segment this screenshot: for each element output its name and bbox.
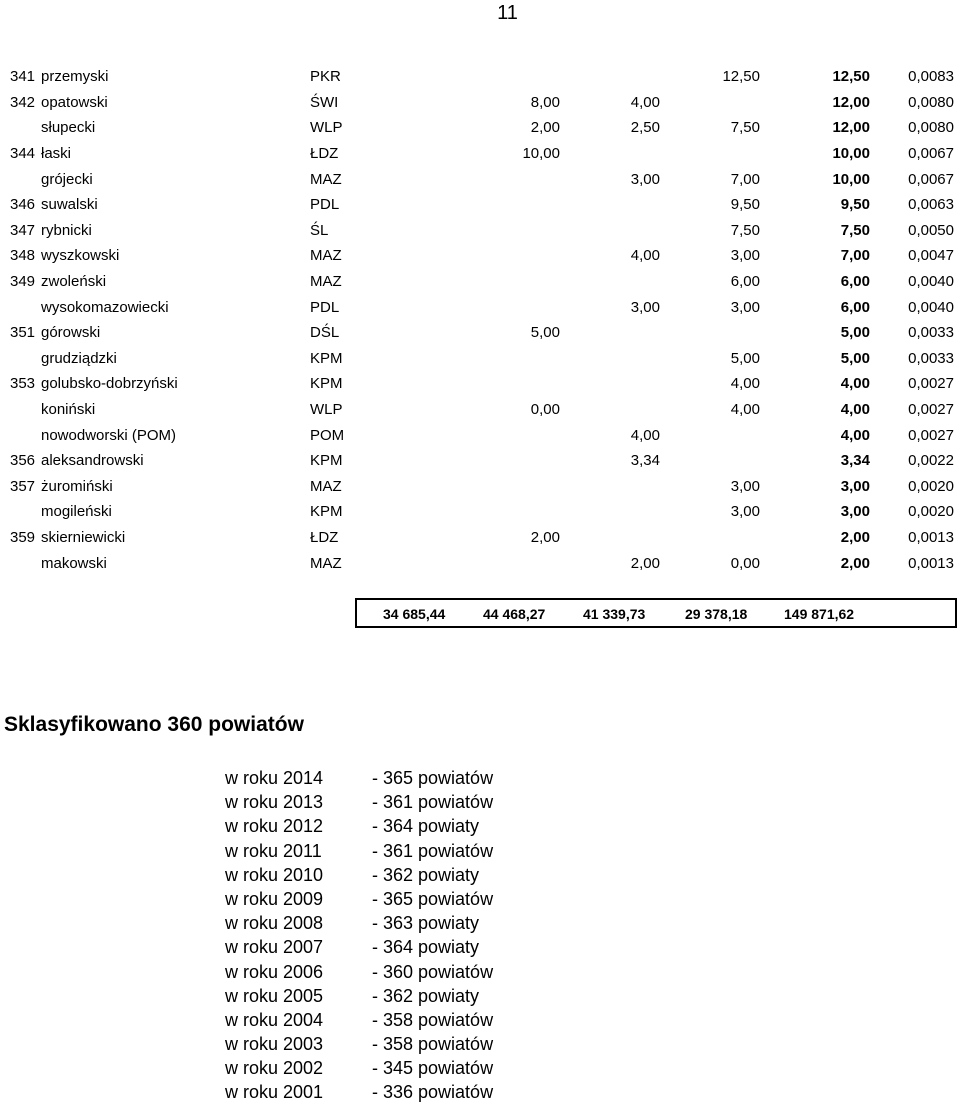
- history-row: [225, 960, 545, 984]
- rank-cell: [0, 422, 36, 448]
- value-cell: [440, 422, 460, 448]
- share-cell: 0,0033: [908, 324, 954, 342]
- rank-cell: 346: [10, 196, 36, 214]
- total-cell: 5,00: [840, 349, 870, 367]
- total-sum: 149 871,62: [784, 606, 855, 622]
- share-cell: 0,0027: [908, 401, 954, 419]
- table-row: [0, 64, 960, 90]
- value-cell: [560, 525, 660, 551]
- history-list: [225, 766, 545, 1105]
- value-cell: 5,00: [530, 324, 560, 342]
- history-count: - 360 powiatów: [372, 961, 494, 982]
- value-cell: 4,00: [730, 401, 760, 419]
- value-cell: [440, 397, 460, 423]
- value-cell: [460, 371, 560, 397]
- voivodeship-cell: PDL: [310, 196, 340, 214]
- voivodeship-cell: KPM: [310, 503, 343, 521]
- value-cell: [440, 474, 460, 500]
- voivodeship-cell: DŚL: [310, 324, 340, 342]
- ranking-table: [0, 64, 960, 576]
- value-cell: 4,00: [630, 93, 660, 111]
- value-cell: 6,00: [730, 273, 760, 291]
- rank-cell: 348: [10, 247, 36, 265]
- powiat-name-cell: aleksandrowski: [41, 452, 144, 470]
- powiat-name-cell: golubsko-dobrzyński: [41, 375, 178, 393]
- value-cell: [560, 218, 660, 244]
- powiat-name-cell: słupecki: [41, 119, 96, 137]
- total-cell: 7,50: [840, 221, 870, 239]
- value-cell: [440, 550, 460, 576]
- table-row: [0, 320, 960, 346]
- value-cell: [460, 64, 560, 90]
- history-row: [225, 935, 545, 959]
- total-cell: 4,00: [840, 426, 870, 444]
- table-row: [0, 218, 960, 244]
- value-cell: [460, 499, 560, 525]
- value-cell: [460, 192, 560, 218]
- history-row: [225, 984, 545, 1008]
- share-cell: 0,0022: [908, 452, 954, 470]
- value-cell: [460, 474, 560, 500]
- value-cell: [440, 294, 460, 320]
- voivodeship-cell: KPM: [310, 349, 343, 367]
- value-cell: 3,00: [630, 170, 660, 188]
- table-row: [0, 192, 960, 218]
- value-cell: 3,00: [730, 477, 760, 495]
- value-cell: [460, 218, 560, 244]
- share-cell: 0,0047: [908, 247, 954, 265]
- value-cell: 7,50: [730, 119, 760, 137]
- voivodeship-cell: PDL: [310, 298, 340, 316]
- powiat-name-cell: żuromiński: [41, 477, 113, 495]
- voivodeship-cell: ŚL: [310, 221, 329, 239]
- powiat-name-cell: rybnicki: [41, 221, 92, 239]
- history-year: w roku 2005: [225, 985, 324, 1006]
- value-cell: 4,00: [630, 247, 660, 265]
- ranking-table-body: [0, 64, 960, 576]
- share-cell: 0,0020: [908, 503, 954, 521]
- value-cell: [440, 166, 460, 192]
- history-count: - 364 powiaty: [372, 816, 480, 837]
- value-cell: 2,00: [530, 528, 560, 546]
- rank-cell: 344: [10, 145, 36, 163]
- history-year: w roku 2001: [225, 1082, 324, 1103]
- table-row: [0, 499, 960, 525]
- voivodeship-cell: WLP: [310, 119, 343, 137]
- value-cell: [460, 346, 560, 372]
- rank-cell: 341: [10, 68, 36, 86]
- rank-cell: [0, 166, 36, 192]
- rank-cell: [0, 294, 36, 320]
- value-cell: [440, 371, 460, 397]
- powiat-name-cell: opatowski: [41, 93, 108, 111]
- value-cell: [460, 550, 560, 576]
- voivodeship-cell: ŁDZ: [310, 145, 339, 163]
- voivodeship-cell: MAZ: [310, 247, 342, 265]
- total-cell: 4,00: [840, 375, 870, 393]
- rank-cell: 349: [10, 273, 36, 291]
- value-cell: 7,00: [730, 170, 760, 188]
- value-cell: [460, 243, 560, 269]
- rank-cell: [0, 550, 36, 576]
- table-row: [0, 371, 960, 397]
- total-cell: 3,34: [840, 452, 870, 470]
- value-cell: [560, 397, 660, 423]
- share-cell: 0,0040: [908, 298, 954, 316]
- history-year: w roku 2003: [225, 1034, 324, 1055]
- powiat-name-cell: grójecki: [41, 170, 93, 188]
- total-cell: 7,00: [840, 247, 870, 265]
- value-cell: 2,00: [530, 119, 560, 137]
- total-cell: 2,00: [840, 528, 870, 546]
- rank-cell: 353: [10, 375, 36, 393]
- value-cell: 0,00: [530, 401, 560, 419]
- total-cell: 10,00: [832, 170, 870, 188]
- table-row: [0, 294, 960, 320]
- total-cell: 12,00: [832, 119, 870, 137]
- table-row: [0, 448, 960, 474]
- history-year: w roku 2007: [225, 937, 324, 958]
- value-cell: 3,00: [630, 298, 660, 316]
- value-cell: [660, 320, 760, 346]
- powiat-name-cell: grudziądzki: [41, 349, 117, 367]
- powiat-name-cell: mogileński: [41, 503, 112, 521]
- share-cell: 0,0067: [908, 170, 954, 188]
- share-cell: 0,0027: [908, 426, 954, 444]
- history-year: w roku 2013: [225, 792, 324, 813]
- value-cell: [440, 192, 460, 218]
- powiat-name-cell: wysokomazowiecki: [41, 298, 169, 316]
- voivodeship-cell: WLP: [310, 401, 343, 419]
- voivodeship-cell: ŁDZ: [310, 528, 339, 546]
- table-row: [0, 397, 960, 423]
- history-year: w roku 2002: [225, 1058, 324, 1079]
- table-row: [0, 346, 960, 372]
- rank-cell: 357: [10, 477, 36, 495]
- history-row: [225, 814, 545, 838]
- value-cell: [440, 64, 460, 90]
- value-cell: [560, 192, 660, 218]
- history-year: w roku 2004: [225, 1009, 324, 1030]
- share-cell: 0,0027: [908, 375, 954, 393]
- history-count: - 365 powiatów: [372, 768, 494, 788]
- history-year: w roku 2006: [225, 961, 324, 982]
- rank-cell: 347: [10, 221, 36, 239]
- history-count: - 358 powiatów: [372, 1034, 494, 1055]
- table-row: [0, 269, 960, 295]
- total-cell: 2,00: [840, 554, 870, 572]
- history-row: [225, 1056, 545, 1080]
- value-cell: [560, 346, 660, 372]
- share-cell: 0,0080: [908, 93, 954, 111]
- value-cell: [440, 525, 460, 551]
- totals-row: [355, 598, 957, 628]
- history-count: - 336 powiatów: [372, 1082, 494, 1103]
- classified-heading: Sklasyfikowano 360 powiatów: [4, 713, 304, 736]
- powiat-name-cell: nowodworski (POM): [41, 426, 177, 444]
- history-count: - 361 powiatów: [372, 792, 494, 813]
- share-cell: 0,0033: [908, 349, 954, 367]
- total-cell: 3,00: [840, 503, 870, 521]
- total-value: 34 685,44: [383, 606, 446, 622]
- value-cell: [560, 320, 660, 346]
- table-row: [0, 525, 960, 551]
- total-cell: 9,50: [840, 196, 870, 214]
- voivodeship-cell: KPM: [310, 452, 343, 470]
- history-count: - 365 powiatów: [372, 888, 494, 909]
- history-count: - 363 powiaty: [372, 913, 480, 934]
- value-cell: [460, 448, 560, 474]
- value-cell: 9,50: [730, 196, 760, 214]
- powiat-name-cell: przemyski: [41, 68, 109, 86]
- value-cell: [460, 166, 560, 192]
- value-cell: 12,50: [722, 68, 760, 86]
- total-value: 44 468,27: [483, 606, 546, 622]
- value-cell: [440, 320, 460, 346]
- value-cell: [560, 64, 660, 90]
- page-number: 11: [497, 2, 518, 24]
- voivodeship-cell: PKR: [310, 68, 341, 86]
- share-cell: 0,0040: [908, 273, 954, 291]
- value-cell: 3,34: [630, 452, 660, 470]
- rank-cell: 356: [10, 452, 36, 470]
- value-cell: 0,00: [730, 554, 760, 572]
- value-cell: [660, 525, 760, 551]
- powiat-name-cell: makowski: [41, 554, 107, 572]
- value-cell: 5,00: [730, 349, 760, 367]
- value-cell: [460, 269, 560, 295]
- value-cell: [440, 90, 460, 116]
- history-row: [225, 887, 545, 911]
- value-cell: [440, 346, 460, 372]
- value-cell: [440, 499, 460, 525]
- value-cell: 8,00: [530, 93, 560, 111]
- rank-cell: [0, 499, 36, 525]
- total-cell: 6,00: [840, 298, 870, 316]
- history-year: w roku 2014: [225, 768, 324, 788]
- history-count: - 364 powiaty: [372, 937, 480, 958]
- value-cell: 2,00: [630, 554, 660, 572]
- table-row: [0, 90, 960, 116]
- value-cell: [440, 243, 460, 269]
- history-count: - 358 powiatów: [372, 1009, 494, 1030]
- voivodeship-cell: MAZ: [310, 554, 342, 572]
- value-cell: [560, 269, 660, 295]
- history-year: w roku 2010: [225, 864, 324, 885]
- total-cell: 10,00: [832, 145, 870, 163]
- powiat-name-cell: suwalski: [41, 196, 98, 214]
- value-cell: [460, 294, 560, 320]
- value-cell: 10,00: [522, 145, 560, 163]
- history-row: [225, 1080, 545, 1104]
- history-count: - 345 powiatów: [372, 1058, 494, 1079]
- value-cell: [660, 422, 760, 448]
- share-cell: 0,0050: [908, 221, 954, 239]
- history-year: w roku 2009: [225, 888, 324, 909]
- rank-cell: 359: [10, 528, 36, 546]
- voivodeship-cell: MAZ: [310, 477, 342, 495]
- share-cell: 0,0063: [908, 196, 954, 214]
- history-year: w roku 2008: [225, 913, 324, 934]
- history-row: [225, 1008, 545, 1032]
- value-cell: [660, 90, 760, 116]
- voivodeship-cell: ŚWI: [310, 93, 339, 111]
- table-row: [0, 550, 960, 576]
- total-cell: 4,00: [840, 401, 870, 419]
- total-cell: 6,00: [840, 273, 870, 291]
- share-cell: 0,0080: [908, 119, 954, 137]
- history-count: - 362 powiaty: [372, 985, 480, 1006]
- history-row: [225, 766, 545, 790]
- value-cell: 3,00: [730, 503, 760, 521]
- history-row: [225, 863, 545, 887]
- value-cell: [660, 141, 760, 167]
- value-cell: 3,00: [730, 298, 760, 316]
- value-cell: [560, 499, 660, 525]
- history-row: [225, 790, 545, 814]
- rank-cell: 342: [10, 93, 36, 111]
- voivodeship-cell: KPM: [310, 375, 343, 393]
- value-cell: 2,50: [630, 119, 660, 137]
- powiat-name-cell: wyszkowski: [41, 247, 120, 265]
- history-year: w roku 2012: [225, 816, 324, 837]
- rank-cell: [0, 397, 36, 423]
- table-row: [0, 243, 960, 269]
- total-value: 41 339,73: [583, 606, 646, 622]
- history-row: [225, 1032, 545, 1056]
- table-row: [0, 115, 960, 141]
- powiat-name-cell: górowski: [41, 324, 101, 342]
- share-cell: 0,0013: [908, 554, 954, 572]
- share-cell: 0,0083: [908, 68, 954, 86]
- share-cell: 0,0067: [908, 145, 954, 163]
- powiat-name-cell: zwoleński: [41, 273, 107, 291]
- value-cell: 4,00: [630, 426, 660, 444]
- value-cell: 7,50: [730, 221, 760, 239]
- total-cell: 3,00: [840, 477, 870, 495]
- table-row: [0, 474, 960, 500]
- total-cell: 12,50: [832, 68, 870, 86]
- value-cell: [660, 448, 760, 474]
- history-row: [225, 839, 545, 863]
- rank-cell: [0, 346, 36, 372]
- powiat-name-cell: skierniewicki: [41, 528, 126, 546]
- value-cell: [560, 141, 660, 167]
- history-year: w roku 2011: [225, 840, 322, 861]
- powiat-name-cell: łaski: [41, 145, 72, 163]
- value-cell: [560, 371, 660, 397]
- value-cell: [440, 115, 460, 141]
- history-count: - 361 powiatów: [372, 840, 494, 861]
- rank-cell: [0, 115, 36, 141]
- table-row: [0, 141, 960, 167]
- value-cell: [440, 141, 460, 167]
- total-value: 29 378,18: [685, 606, 748, 622]
- history-row: [225, 911, 545, 935]
- value-cell: [460, 422, 560, 448]
- value-cell: [440, 448, 460, 474]
- table-row: [0, 422, 960, 448]
- total-cell: 12,00: [832, 93, 870, 111]
- value-cell: 3,00: [730, 247, 760, 265]
- table-row: [0, 166, 960, 192]
- value-cell: [560, 474, 660, 500]
- rank-cell: 351: [10, 324, 36, 342]
- value-cell: [440, 269, 460, 295]
- history-count: - 362 powiaty: [372, 864, 480, 885]
- powiat-name-cell: koniński: [41, 401, 96, 419]
- voivodeship-cell: MAZ: [310, 170, 342, 188]
- share-cell: 0,0013: [908, 528, 954, 546]
- share-cell: 0,0020: [908, 477, 954, 495]
- value-cell: 4,00: [730, 375, 760, 393]
- voivodeship-cell: POM: [310, 426, 345, 444]
- total-cell: 5,00: [840, 324, 870, 342]
- value-cell: [440, 218, 460, 244]
- voivodeship-cell: MAZ: [310, 273, 342, 291]
